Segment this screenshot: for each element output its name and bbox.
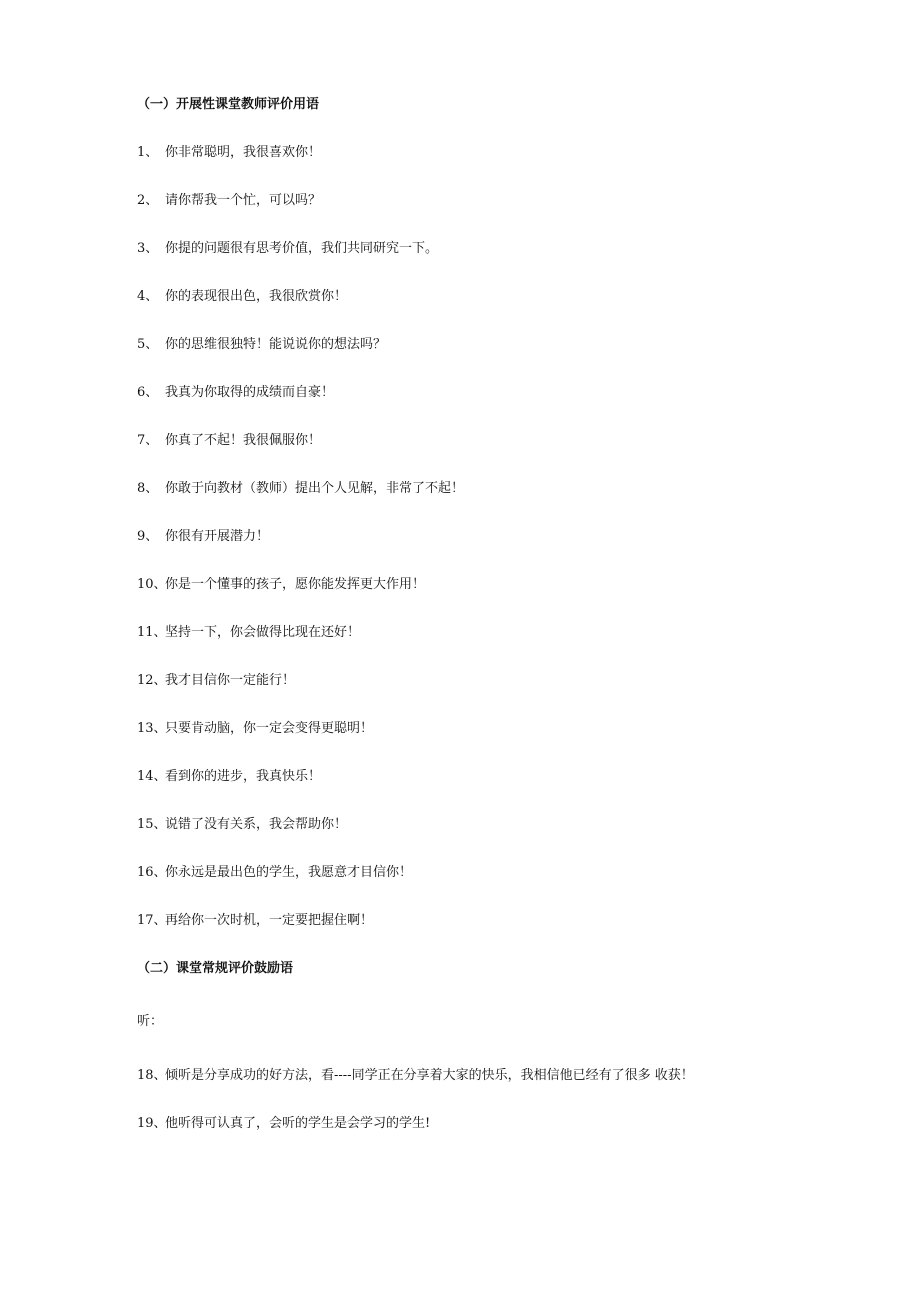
list-item xyxy=(137,384,837,432)
item-text: 你提的问题很有思考价值，我们共同研究一下。 xyxy=(165,241,439,256)
list-item xyxy=(137,240,837,288)
item-number: 12、 xyxy=(137,673,167,688)
list-item xyxy=(137,336,837,384)
document-page xyxy=(137,96,837,1163)
item-number: 11、 xyxy=(137,625,167,640)
item-text: 请你帮我一个忙，可以吗？ xyxy=(165,193,322,208)
item-text: 我才目信你一定能行！ xyxy=(165,673,296,688)
item-text: 我真为你取得的成绩而自豪！ xyxy=(165,385,335,400)
item-number: 13、 xyxy=(137,721,167,736)
section-1-heading: （一）开展性课堂教师评价用语 xyxy=(137,97,320,112)
list-item xyxy=(137,288,837,336)
item-text: 你很有开展潜力！ xyxy=(165,529,270,544)
section-2-subheading: 听： xyxy=(137,1014,164,1029)
item-number: 16、 xyxy=(137,865,167,880)
section-2-list xyxy=(137,1067,837,1163)
list-item xyxy=(137,864,837,912)
list-item xyxy=(137,480,837,528)
item-text: 你的表现很出色，我很欣赏你！ xyxy=(165,289,348,304)
list-item xyxy=(137,720,837,768)
item-text: 再给你一次时机，一定要把握住啊！ xyxy=(165,913,374,928)
list-item xyxy=(137,672,837,720)
item-number: 10、 xyxy=(137,577,167,592)
list-item xyxy=(137,1067,837,1115)
item-number: 7、 xyxy=(137,433,159,448)
item-number: 6、 xyxy=(137,385,159,400)
item-number: 8、 xyxy=(137,481,159,496)
list-item xyxy=(137,912,837,960)
list-item xyxy=(137,144,837,192)
list-item xyxy=(137,192,837,240)
item-text: 坚持一下，你会做得比现在还好！ xyxy=(165,625,361,640)
item-number: 18、 xyxy=(137,1068,167,1083)
list-item xyxy=(137,528,837,576)
item-number: 14、 xyxy=(137,769,167,784)
section-1-list xyxy=(137,144,837,960)
item-text: 说错了没有关系，我会帮助你！ xyxy=(165,817,348,832)
item-number: 5、 xyxy=(137,337,159,352)
item-number: 17、 xyxy=(137,913,167,928)
list-item xyxy=(137,768,837,816)
list-item xyxy=(137,1115,837,1163)
item-text: 你是一个懂事的孩子，愿你能发挥更大作用！ xyxy=(165,577,426,592)
item-text: 你的思维很独特！能说说你的想法吗？ xyxy=(165,337,387,352)
item-text: 看到你的进步，我真快乐！ xyxy=(165,769,322,784)
list-item xyxy=(137,624,837,672)
item-number: 1、 xyxy=(137,145,159,160)
item-text: 他听得可认真了，会听的学生是会学习的学生! xyxy=(165,1116,431,1131)
item-text: 你敢于向教材（教师）提出个人见解，非常了不起！ xyxy=(165,481,465,496)
list-item xyxy=(137,576,837,624)
item-text: 你真了不起！我很佩服你！ xyxy=(165,433,322,448)
item-number: 15、 xyxy=(137,817,167,832)
item-number: 4、 xyxy=(137,289,159,304)
item-text: 你永远是最出色的学生，我愿意才目信你！ xyxy=(165,865,413,880)
item-text: 倾听是分享成功的好方法，看----同学正在分享着大家的快乐，我相信他已经有了很多 收获！ xyxy=(165,1068,694,1083)
item-number: 9、 xyxy=(137,529,159,544)
list-item xyxy=(137,816,837,864)
item-text: 你非常聪明，我很喜欢你！ xyxy=(165,145,322,160)
item-number: 19、 xyxy=(137,1116,167,1131)
item-number: 3、 xyxy=(137,241,159,256)
section-2-heading: （二）课堂常规评价鼓励语 xyxy=(137,961,294,976)
list-item xyxy=(137,432,837,480)
item-number: 2、 xyxy=(137,193,159,208)
item-text: 只要肯动脑，你一定会变得更聪明！ xyxy=(165,721,374,736)
